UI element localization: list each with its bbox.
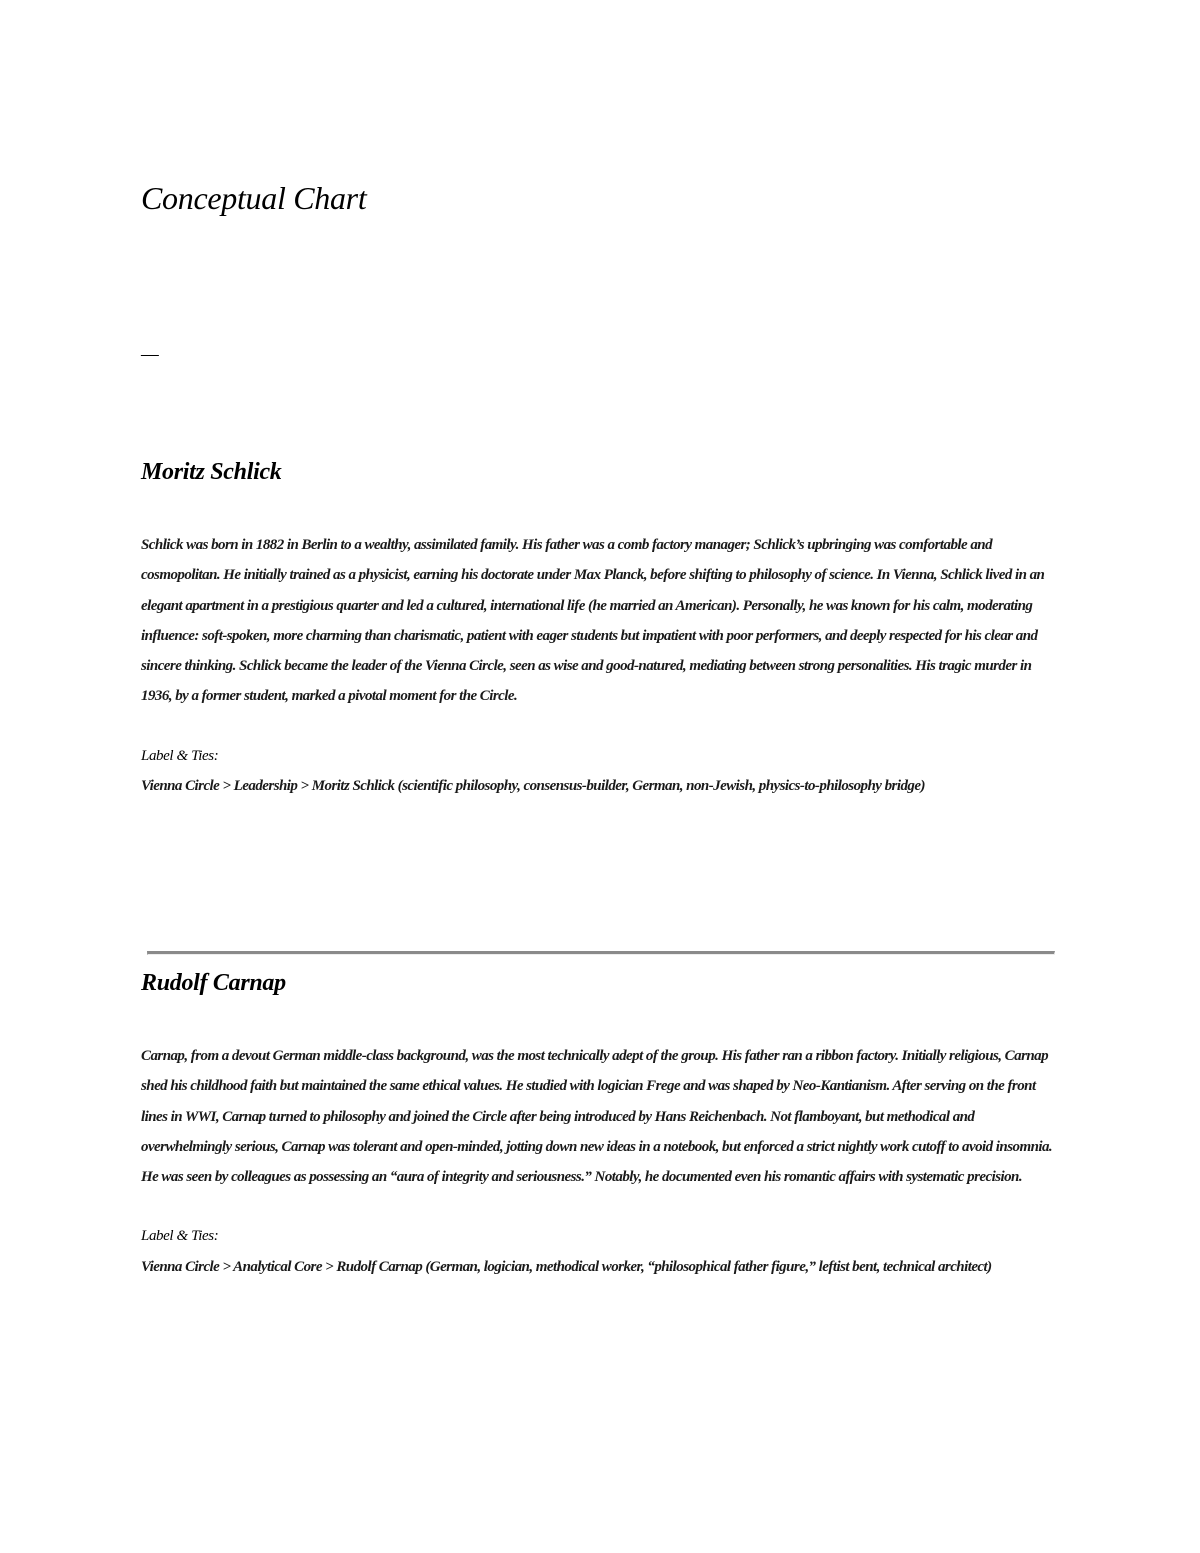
section-rudolf-carnap <box>141 970 1061 1282</box>
page-title: Conceptual Chart <box>141 180 367 216</box>
biography-paragraph: Schlick was born in 1882 in Berlin to a wealthy, assimilated family. His father was a comb factory manager; Schlick’s upbringing was comfortable and cosmopolitan. He initially trained as a physicist, earning his doctorate under Max Planck, before shifting to philosophy of science. In Vienna, Schlick lived in an elegant apartment in a prestigious quarter and led a cultured, international life (he married an American). Personally, he was known for his calm, moderating influence: soft-spoken, more charming than charismatic, patient with eager students but impatient with poor performers, and deeply respected for his clear and sincere thinking. Schlick became the leader of the Vienna Circle, seen as wise and good-natured, mediating between strong personalities. His tragic murder in 1936, by a former student, marked a pivotal moment for the Circle. <box>141 537 1045 705</box>
label-ties-title: Label & Ties: <box>141 747 219 764</box>
biography-paragraph: Carnap, from a devout German middle-class background, was the most technically adept of the group. His father ran a ribbon factory. Initially religious, Carnap shed his childhood faith but maintained the same ethical values. He studied with logician Frege and was shaped by Neo-Kantianism. After serving on the front lines in WWI, Carnap turned to philosophy and joined the Circle after being introduced by Hans Reichenbach. Not flamboyant, but methodical and overwhelmingly serious, Carnap was tolerant and open-minded, jotting down new ideas in a notebook, but enforced a strict nightly work cutoff to avoid insomnia. He was seen by colleagues as possessing an “aura of integrity and seriousness.” Notably, he documented even his romantic affairs with systematic precision. <box>141 1048 1053 1186</box>
section-heading: Moritz Schlick <box>141 459 282 485</box>
label-ties-title: Label & Ties: <box>141 1228 219 1245</box>
label-ties-text: Vienna Circle > Leadership > Moritz Schlick (scientific philosophy, consensus-builder, German, non-Jewish, physics-to-philosophy bridge) <box>141 778 925 795</box>
section-heading: Rudolf Carnap <box>141 970 286 996</box>
section-moritz-schlick <box>141 459 1061 801</box>
section-divider <box>147 951 1055 955</box>
dash-separator: — <box>141 343 159 365</box>
label-ties-text: Vienna Circle > Analytical Core > Rudolf Carnap (German, logician, methodical worker, “philosophical father figure,” leftist bent, technical architect) <box>141 1258 992 1275</box>
